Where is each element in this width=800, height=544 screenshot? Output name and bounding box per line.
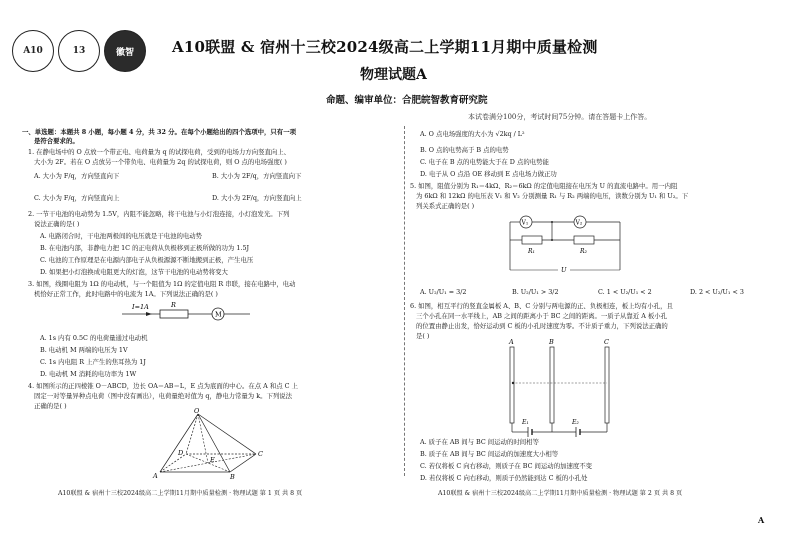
exam-subtitle: 物理试题A (360, 67, 427, 83)
column-divider (404, 126, 405, 476)
q5-r2-label: R₂ (580, 248, 587, 255)
q5-option-a: A. U₂/U₁ = 3/2 (420, 288, 467, 296)
q6-plate-b (550, 347, 554, 423)
q4-option-a: A. O 点电场强度的大小为 √2kq / L² (420, 130, 525, 138)
q5-line2: 为 6kΩ 和 12kΩ 的电压表 V₁ 和 V₂ 分别测量 R₁ 与 R₂ 两端的电压，读数分别为 U₁ 和 U₂。下 (416, 192, 689, 200)
q5-option-d: D. 2 < U₂/U₁ < 3 (690, 288, 744, 296)
q5-v2-label: V₂ (575, 219, 583, 227)
q1-option-c: C. 大小为 F/q，方向竖直向上 (34, 194, 120, 202)
q4-label-d: D (178, 449, 184, 457)
q6-line2: 三个小孔在同一水平线上，AB 之间的距离小于 BC 之间的距离。一质子从靠近 A 板小孔 (416, 312, 668, 320)
q1-option-d: D. 大小为 2F/q，方向竖直向上 (212, 194, 302, 202)
q4-label-b: B (230, 473, 235, 480)
q3-option-d: D. 电动机 M 消耗的电功率为 1W (40, 370, 137, 378)
q6-option-a: A. 质子在 AB 间与 BC 间运动的时间相等 (420, 438, 539, 446)
footer-left: A10联盟 & 宿州十三校2024级高二上学期11月期中质量检测 · 物理试题 第 1 页 共 8 页 (58, 490, 303, 497)
q3-line2: 机恰好正常工作，此时电路中的电流为 1A。下列说法正确的是( ) (34, 290, 218, 298)
version-mark: A (758, 515, 765, 525)
q6-line3: 的位置由静止出发，恰好运动到 C 板的小孔时速度为零。不计质子重力，下列说法正确的 (416, 322, 668, 330)
q2-line2: 说法正确的是( ) (34, 220, 80, 228)
q3-circuit-diagram (120, 300, 280, 322)
q2-line1: 2. 一节干电池的电动势为 1.5V，内阻不能忽略，将干电池与小灯泡连接，小灯泡发光。下列 (28, 210, 290, 218)
q3-option-c: C. 1s 内电阻 R 上产生的焦耳热为 1J (40, 358, 146, 366)
huizhi-logo: 徽智 (104, 30, 146, 72)
q6-plates-diagram (490, 336, 640, 440)
q5-line1: 5. 如图，阻值分别为 R₁＝4kΩ、R₂＝6kΩ 的定值电阻接在电压为 U 的直流电路中。用一内阻 (410, 182, 678, 190)
exam-title: A10联盟 & 宿州十三校2024级高二上学期11月期中质量检测 (172, 38, 598, 56)
section-heading-cont: 是符合要求的。 (34, 137, 79, 145)
q4-label-c: C (258, 450, 263, 458)
q5-resistor-r1 (522, 236, 542, 244)
q4-option-b: B. O 点的电势高于 B 点的电势 (420, 146, 509, 154)
q2-option-b: B. 在电池内部，非静电力把 1C 的正电荷从负极移到正极所做的功为 1.5J (40, 244, 250, 252)
suzhou-13-logo: 13 (58, 30, 100, 72)
q2-option-d: D. 如果把小灯泡换成电阻更大的灯泡，这节干电池的电动势将变大 (40, 268, 228, 276)
q1-option-b: B. 大小为 2F/q，方向竖直向下 (212, 172, 302, 180)
q5-circuit-diagram (500, 210, 630, 282)
q4-option-d: D. 电子从 O 点沿 OE 移动到 E 点电场力做正功 (420, 170, 557, 178)
q6-option-d: D. 若仅将板 C 向右移动，则质子仍然能到达 C 板的小孔处 (420, 474, 588, 482)
q6-plate-a-label: A (509, 338, 514, 346)
q6-plate-b-label: B (549, 338, 554, 346)
q3-current-label: I=1A (132, 303, 149, 311)
q5-v1-label: V₁ (521, 219, 529, 227)
q1-line2: 大小为 2F。若在 O 点放另一个带负电、电荷量为 2q 的试探电荷，则 O 点的电场强度( ) (34, 158, 287, 166)
q3-option-b: B. 电动机 M 两端的电压为 1V (40, 346, 128, 354)
q5-option-c: C. 1 < U₂/U₁ < 2 (598, 288, 652, 296)
q1-line1: 1. 在静电场中的 O 点放一个带正电、电荷量为 q 的试探电荷，受到的电场力方向竖直向上、 (28, 148, 291, 156)
q6-plate-c-label: C (604, 338, 609, 346)
q3-motor-label: M (215, 310, 222, 319)
q1-option-a: A. 大小为 F/q，方向竖直向下 (34, 172, 120, 180)
q6-e1-label: E₁ (522, 419, 529, 426)
q6-option-c: C. 若仅将板 C 向右移动，则质子在 BC 间运动的加速度不变 (420, 462, 593, 470)
q4-line1: 4. 如图所示的正四棱锥 O－ABCD，边长 OA＝AB＝L，E 点为底面的中心。在点 A 和点 C 上 (28, 382, 298, 390)
q6-plate-c (605, 347, 609, 423)
q5-r1-label: R₁ (528, 248, 535, 255)
q3-option-a: A. 1s 内有 0.5C 的电荷量通过电动机 (40, 334, 148, 342)
a10-alliance-logo: A10 (12, 30, 54, 72)
section-heading: 一、单选题：本题共 8 小题，每小题 4 分，共 32 分。在每个小题给出的四个选项中，只有一项 (22, 128, 296, 136)
q2-option-a: A. 电路闭合时，干电池两极间的电压就是干电池的电动势 (40, 232, 203, 240)
q5-u-label: U (561, 266, 567, 274)
q5-option-b: B. U₂/U₁ > 3/2 (512, 288, 559, 296)
q5-resistor-r2 (574, 236, 594, 244)
q3-line1: 3. 如图，线圈电阻为 1Ω 的电动机，与一个阻值为 1Ω 的定值电阻 R 串联，接在电路中，电动 (28, 280, 296, 288)
q5-line3: 列关系式正确的是( ) (416, 202, 475, 210)
q4-line2: 固定一对等量异种点电荷（图中没有画出），电荷量绝对值为 q，静电力常量为 k。下列说法 (34, 392, 293, 400)
q4-pyramid-diagram (150, 408, 270, 480)
q6-option-b: B. 质子在 AB 间与 BC 间运动的加速度大小相等 (420, 450, 559, 458)
q6-plate-a (510, 347, 514, 423)
q4-label-o: O (194, 408, 200, 415)
q2-option-c: C. 电池的工作原理是在电源内部电子从负极源源不断地搬到正极，产生电压 (40, 256, 254, 264)
q4-line3: 正确的是( ) (34, 402, 67, 410)
q3-resistor-r (160, 310, 188, 318)
q3-resistor-label: R (171, 301, 176, 309)
exam-note: 本试卷满分100分，考试时间75分钟。请在答题卡上作答。 (468, 113, 652, 121)
q4-option-c: C. 电子在 B 点的电势能大于在 D 点的电势能 (420, 158, 549, 166)
compiler-line: 命题、编审单位：合肥皖智教育研究院 (326, 95, 488, 106)
q4-label-e: E (210, 456, 215, 464)
q4-label-a: A (153, 472, 158, 480)
q6-e2-label: E₂ (572, 419, 579, 426)
q6-line4: 是( ) (416, 332, 430, 340)
footer-right: A10联盟 & 宿州十三校2024级高二上学期11月期中质量检测 · 物理试题 第 2 页 共 8 页 (438, 490, 683, 497)
q6-line1: 6. 如图，相互平行的竖直金属板 A、B、C 分别与两电源的正、负极相连，板上均有小孔，且 (410, 302, 673, 310)
